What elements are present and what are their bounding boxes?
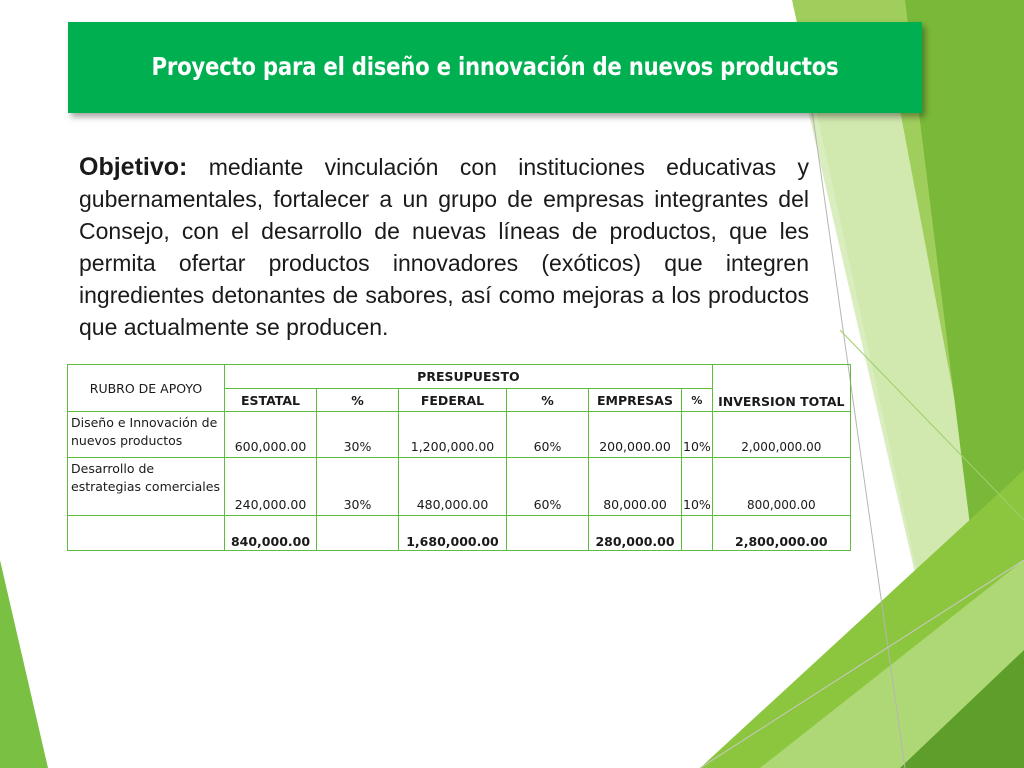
page-title: Proyecto para el diseño e innovación de nuevos productos	[151, 52, 839, 81]
header-empresas-pct: %	[682, 389, 713, 412]
row-empresas: 80,000.00	[589, 458, 682, 516]
totals-row	[68, 516, 851, 551]
table-row	[68, 412, 851, 458]
header-rubro: RUBRO DE APOYO	[68, 365, 225, 412]
row-federal: 1,200,000.00	[399, 412, 507, 458]
header-row-1	[68, 365, 851, 389]
header-estatal-pct: %	[317, 389, 399, 412]
objective-label: Objetivo:	[79, 153, 188, 181]
row-estatal: 600,000.00	[225, 412, 317, 458]
row-federal-pct: 60%	[507, 458, 589, 516]
table-row	[68, 458, 851, 516]
objective-paragraph	[79, 151, 809, 343]
header-federal: FEDERAL	[399, 389, 507, 412]
row-total: 800,000.00	[712, 458, 850, 516]
row-estatal-pct: 30%	[317, 458, 399, 516]
row-empresas-pct: 10%	[682, 458, 713, 516]
total-inversion: 2,800,000.00	[712, 516, 850, 551]
totals-empty-cell	[68, 516, 225, 551]
row-estatal-pct: 30%	[317, 412, 399, 458]
title-bar	[68, 22, 922, 113]
totals-empty-cell	[507, 516, 589, 551]
row-rubro: Diseño e Innovación de nuevos productos	[68, 412, 225, 458]
row-federal-pct: 60%	[507, 412, 589, 458]
total-empresas: 280,000.00	[589, 516, 682, 551]
objective-text: mediante vinculación con instituciones educativas y gubernamentales, fortalecer a un grupo de empresas integrantes del Consejo, con el desarrollo de nuevas líneas de productos, que les permita ofertar productos innovadores (exóticos) que integren ingredientes detonantes de sabores, así como mejoras a los productos que actualmente se producen.	[79, 154, 809, 340]
row-rubro: Desarrollo de estrategias comerciales	[68, 458, 225, 516]
header-estatal: ESTATAL	[225, 389, 317, 412]
row-total: 2,000,000.00	[712, 412, 850, 458]
total-estatal: 840,000.00	[225, 516, 317, 551]
budget-table	[67, 364, 851, 551]
row-federal: 480,000.00	[399, 458, 507, 516]
total-federal: 1,680,000.00	[399, 516, 507, 551]
header-presupuesto: PRESUPUESTO	[225, 365, 713, 389]
left-green-wedge	[0, 560, 48, 768]
header-federal-pct: %	[507, 389, 589, 412]
totals-empty-cell	[682, 516, 713, 551]
header-empresas: EMPRESAS	[589, 389, 682, 412]
totals-empty-cell	[317, 516, 399, 551]
row-estatal: 240,000.00	[225, 458, 317, 516]
row-empresas: 200,000.00	[589, 412, 682, 458]
header-inversion-total: INVERSION TOTAL	[712, 365, 850, 412]
row-empresas-pct: 10%	[682, 412, 713, 458]
